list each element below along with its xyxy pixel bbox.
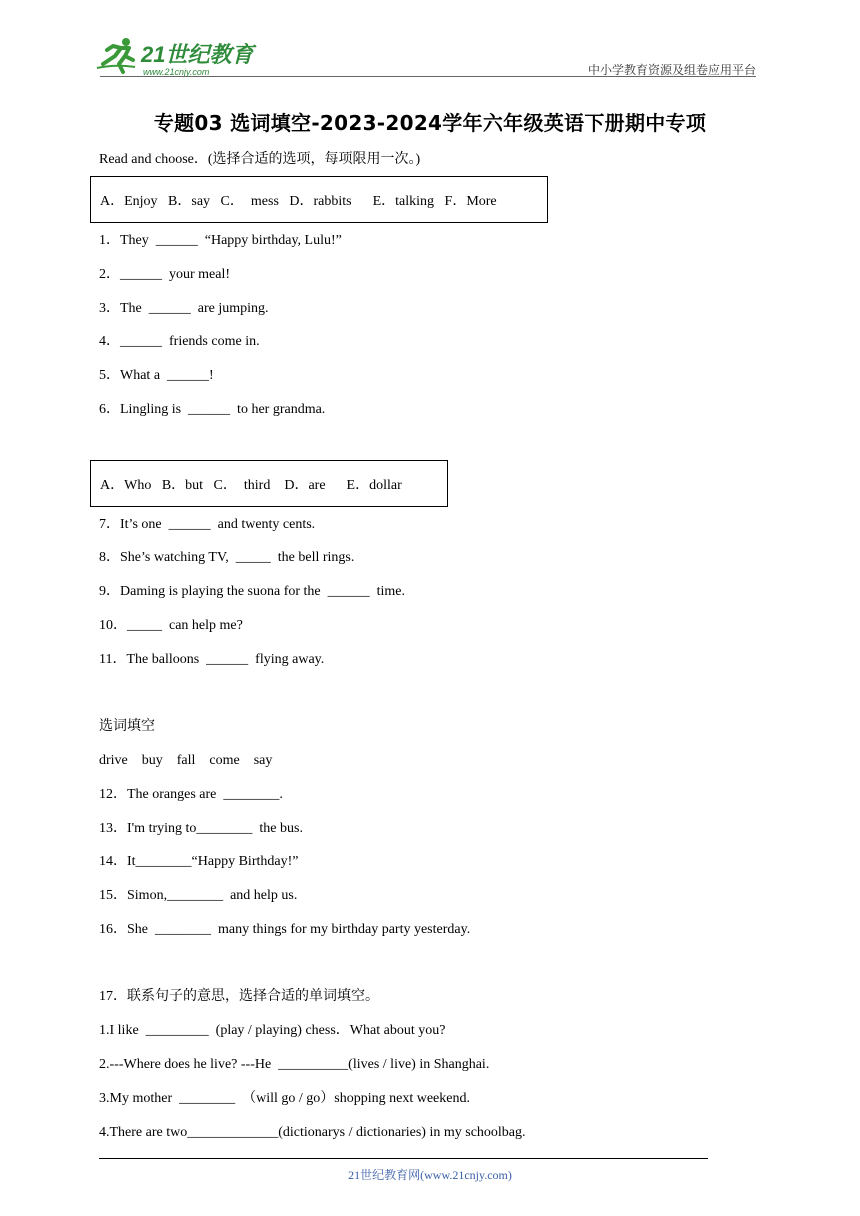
- question-13: 13．I'm trying to________ the bus.: [99, 821, 303, 836]
- question-12: 12．The oranges are ________.: [99, 787, 283, 802]
- runner-logo-icon: [95, 34, 260, 78]
- question-17-heading: 17．联系句子的意思，选择合适的单词填空。: [99, 989, 379, 1004]
- footer-link[interactable]: 21世纪教育网(www.21cnjy.com): [348, 1168, 512, 1182]
- footer-divider: [99, 1158, 708, 1159]
- section3-word-bank: drive buy fall come say: [99, 753, 273, 768]
- section1-instruction: Read and choose．(选择合适的选项，每项限用一次。): [99, 152, 421, 167]
- question-15: 15．Simon,________ and help us.: [99, 888, 298, 903]
- question-1: 1．They ______ “Happy birthday, Lulu!”: [99, 233, 342, 248]
- question-9: 9．Daming is playing the suona for the ______ time.: [99, 584, 406, 599]
- question-16: 16．She ________ many things for my birthday party yesterday.: [99, 922, 471, 937]
- question-2: 2．______ your meal!: [99, 267, 231, 282]
- question-6: 6．Lingling is ______ to her grandma.: [99, 402, 326, 417]
- logo-text: 21世纪教育: [141, 42, 254, 67]
- section2-options-box: [90, 460, 448, 507]
- site-logo: [95, 34, 260, 78]
- section2-options: A．Who B．but C． third D．are E．dollar: [100, 477, 402, 493]
- question-7: 7．It’s one ______ and twenty cents.: [99, 517, 316, 532]
- question-17-3: 3.My mother ________ （will go / go）shopping next weekend.: [99, 1091, 470, 1106]
- platform-label: 中小学教育资源及组卷应用平台: [587, 63, 756, 77]
- question-11: 11．The balloons ______ flying away.: [99, 652, 325, 667]
- question-17-4: 4.There are two_____________(dictionarys / dictionaries) in my schoolbag.: [99, 1125, 526, 1140]
- section3-heading: 选词填空: [99, 719, 155, 734]
- header-divider: [100, 76, 756, 77]
- question-5: 5．What a ______!: [99, 368, 214, 383]
- logo-subtext: www.21cnjy.com: [143, 67, 210, 77]
- question-4: 4．______ friends come in.: [99, 334, 260, 349]
- question-10: 10．_____ can help me?: [99, 618, 243, 633]
- question-14: 14．It________“Happy Birthday!”: [99, 854, 299, 869]
- question-17-2: 2.---Where does he live? ---He __________(lives / live) in Shanghai.: [99, 1057, 490, 1072]
- section1-options-box: [90, 176, 548, 223]
- question-3: 3．The ______ are jumping.: [99, 301, 269, 316]
- page-title: 专题03 选词填空-2023-2024学年六年级英语下册期中专项: [153, 111, 707, 135]
- question-17-1: 1.I like _________ (play / playing) chess．What about you?: [99, 1023, 446, 1038]
- section1-options: A．Enjoy B．say C． mess D．rabbits E．talking F．More: [100, 193, 497, 209]
- question-8: 8．She’s watching TV, _____ the bell rings.: [99, 550, 355, 565]
